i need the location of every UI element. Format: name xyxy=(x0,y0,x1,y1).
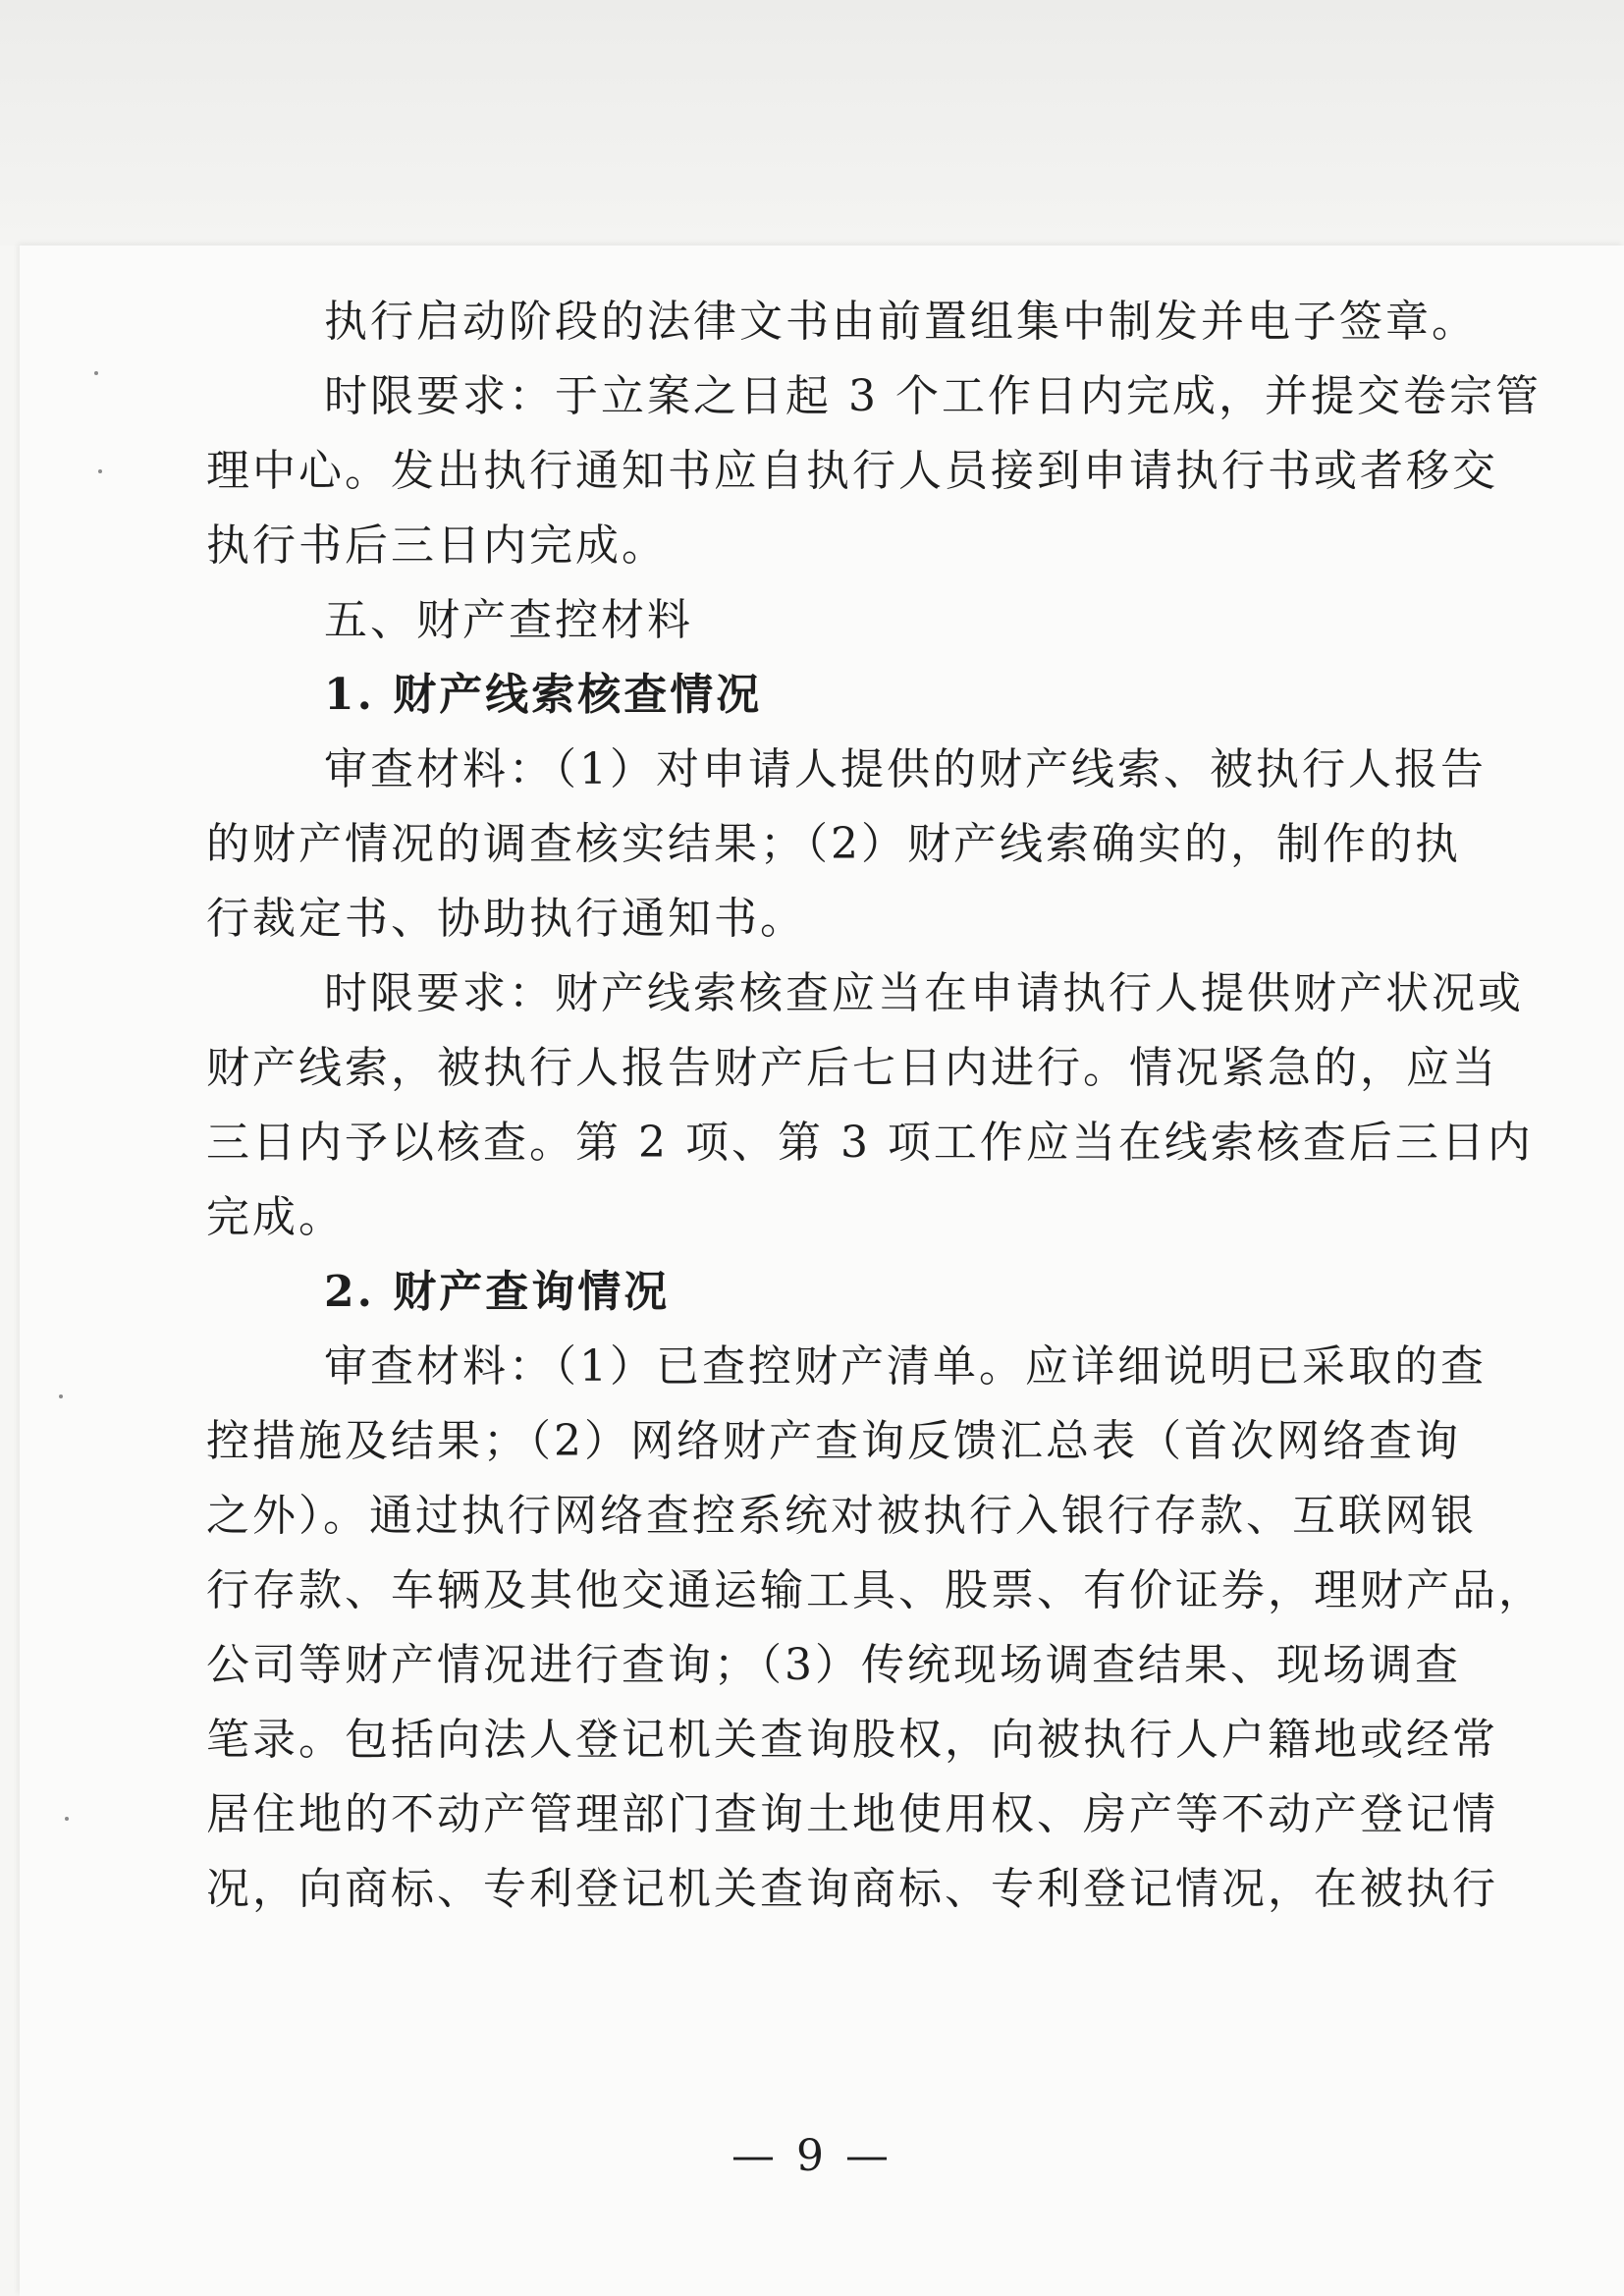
paragraph-line: 财产线索，被执行人报告财产后七日内进行。情况紧急的，应当 xyxy=(206,1043,1498,1093)
paragraph-line: 时限要求：财产线索核查应当在申请执行人提供财产状况或 xyxy=(324,968,1524,1018)
paragraph-line: 理中心。发出执行通知书应自执行人员接到申请执行书或者移交 xyxy=(206,446,1498,496)
paragraph-line: 况，向商标、专利登记机关查询商标、专利登记情况，在被执行 xyxy=(206,1864,1498,1914)
paragraph-line: 完成。 xyxy=(206,1192,345,1242)
scan-shadow-area xyxy=(0,0,1624,246)
paragraph-line: 执行启动阶段的法律文书由前置组集中制发并电子签章。 xyxy=(324,297,1478,347)
scan-speck xyxy=(98,469,102,473)
paragraph-line: 控措施及结果；（2）网络财产查询反馈汇总表（首次网络查询 xyxy=(206,1416,1461,1466)
paragraph-line: 笔录。包括向法人登记机关查询股权，向被执行人户籍地或经常 xyxy=(206,1715,1498,1765)
subsection-heading: 2. 财产查询情况 xyxy=(324,1267,671,1317)
document-body xyxy=(206,285,1544,1927)
paragraph-line: 时限要求：于立案之日起 3 个工作日内完成，并提交卷宗管 xyxy=(324,371,1542,421)
scan-speck xyxy=(94,371,98,375)
paragraph-line: 的财产情况的调查核实结果；（2）财产线索确实的，制作的执 xyxy=(206,819,1461,869)
paragraph-line: 审查材料：（1）已查控财产清单。应详细说明已采取的查 xyxy=(324,1341,1487,1392)
paragraph-line: 行存款、车辆及其他交通运输工具、股票、有价证券，理财产品， xyxy=(206,1565,1544,1615)
scan-speck xyxy=(59,1394,63,1398)
scan-speck xyxy=(65,1817,69,1821)
paragraph-line: 公司等财产情况进行查询；（3）传统现场调查结果、现场调查 xyxy=(206,1640,1461,1690)
subsection-heading: 1. 财产线索核查情况 xyxy=(324,670,763,720)
paragraph-line: 审查材料：（1）对申请人提供的财产线索、被执行人报告 xyxy=(324,744,1487,794)
paragraph-line: 居住地的不动产管理部门查询土地使用权、房产等不动产登记情 xyxy=(206,1789,1498,1839)
paragraph-line: 之外）。通过执行网络查控系统对被执行入银行存款、互联网银 xyxy=(206,1491,1477,1541)
page-number: — 9 — xyxy=(731,2131,893,2181)
paragraph-line: 行裁定书、协助执行通知书。 xyxy=(206,894,806,944)
paragraph-line: 执行书后三日内完成。 xyxy=(206,520,668,571)
paragraph-line: 三日内予以核查。第 2 项、第 3 项工作应当在线索核查后三日内 xyxy=(206,1118,1534,1168)
section-heading: 五、财产查控材料 xyxy=(324,595,693,645)
